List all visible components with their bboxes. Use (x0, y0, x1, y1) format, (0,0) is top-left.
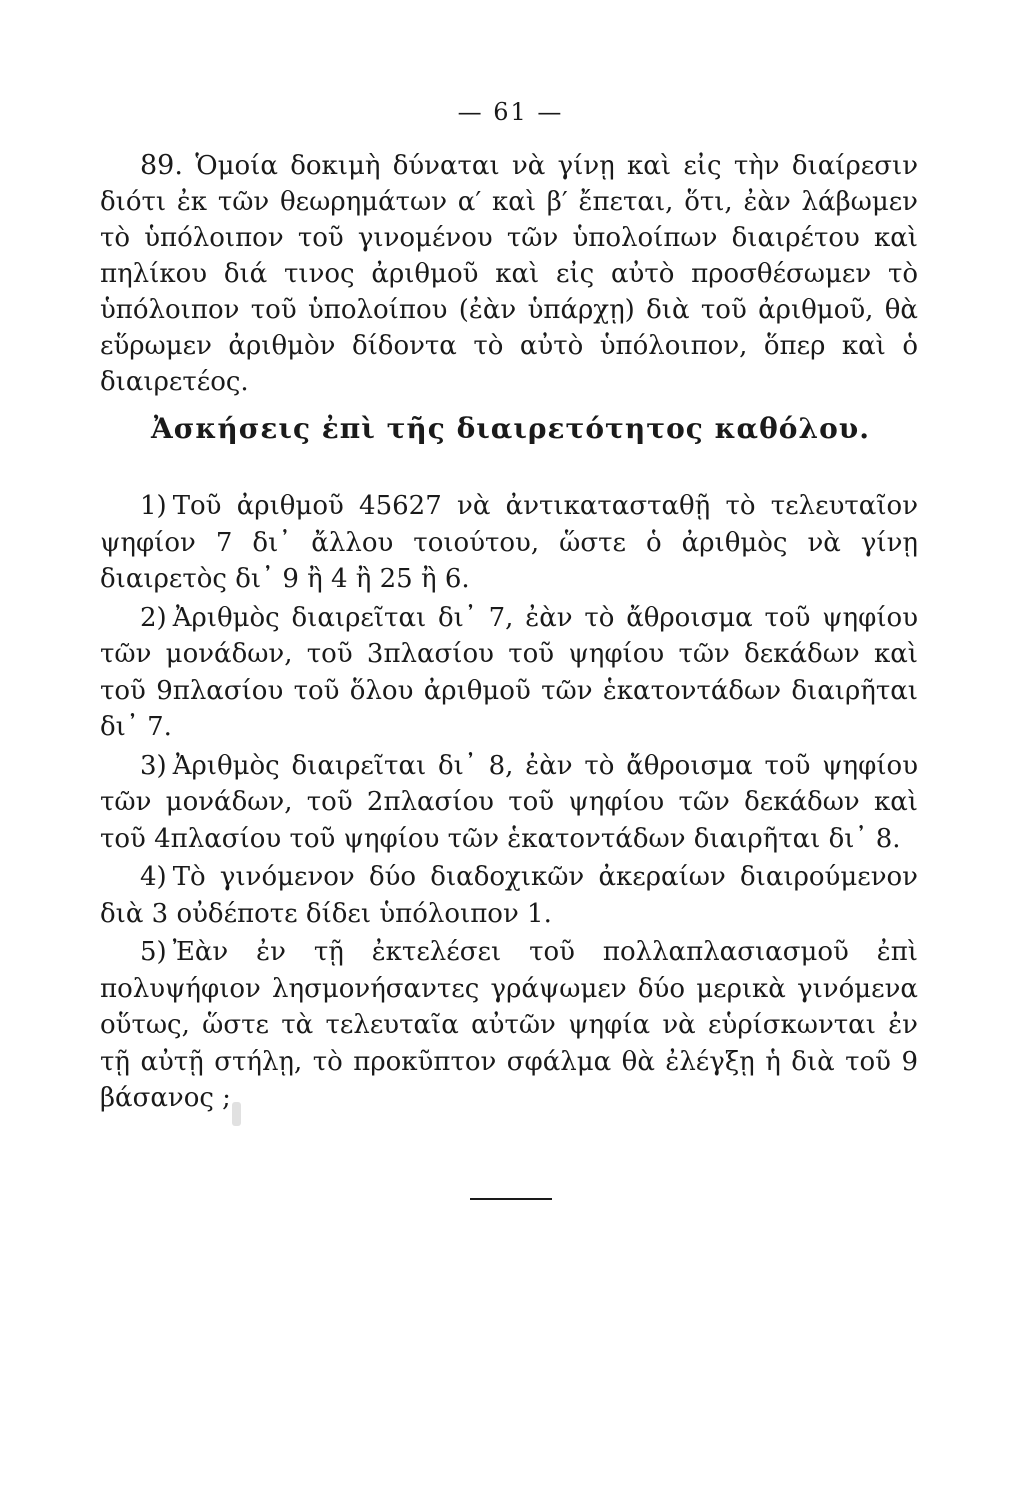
paragraph-89 (100, 148, 918, 400)
exercise-number: 3) (140, 750, 167, 781)
exercise-number: 4) (140, 862, 167, 892)
exercise-item (100, 748, 918, 858)
exercise-number: 1) (140, 491, 167, 521)
paragraph-text: Ὁμοία δοκιμὴ δύναται νὰ γίνῃ καὶ εἰς τὴν διαίρεσιν διότι ἐκ τῶν θεωρημάτων α′ καὶ β′ ἔπεται, ὅτι, ἐὰν λάβωμεν τὸ ὑπόλοιπον τοῦ γινομένου τῶν ὑπολοίπων διαιρέτου καὶ πηλίκου διά τινος ἀριθμοῦ καὶ εἰς αὐτὸ προσθέσωμεν τὸ ὑπόλοιπον τοῦ ὑπολοίπου (ἐὰν ὑπάρχῃ) διὰ τοῦ ἀριθμοῦ, θὰ εὕρωμεν ἀριθμὸν δίδοντα τὸ αὐτὸ ὑπόλοιπον, ὅπερ καὶ ὁ διαιρετέος. (100, 151, 918, 397)
exercise-number: 5) (140, 937, 167, 967)
exercise-text: Τοῦ ἀριθμοῦ 45627 νὰ ἀντικατασταθῇ τὸ τελευταῖον ψηφίον 7 δι᾽ ἄλλου τοιούτου, ὥστε ὁ ἀριθμὸς νὰ γίνῃ διαιρετὸς δι᾽ 9 ἢ 4 ἢ 25 ἢ 6. (100, 491, 918, 594)
exercise-item (100, 600, 918, 746)
exercise-text: Ἀριθμὸς διαιρεῖται δι᾽ 8, ἐὰν τὸ ἄθροισμα τοῦ ψηφίου τῶν μονάδων, τοῦ 2πλασίου τοῦ ψηφίου τῶν δεκάδων καὶ τοῦ 4πλασίου τοῦ ψηφίου τῶν ἑκατοντάδων διαιρῆται δι᾽ 8. (100, 750, 918, 854)
paragraph-number: 89. (140, 150, 183, 181)
exercise-text: Ἀριθμὸς διαιρεῖται δι᾽ 7, ἐὰν τὸ ἄθροισμα τοῦ ψηφίου τῶν μονάδων, τοῦ 3πλασίου τοῦ ψηφίου τῶν δεκάδων καὶ τοῦ 9πλασίου τοῦ ὅλου ἀριθμοῦ τῶν ἑκατοντάδων διαιρῆται δι᾽ 7. (100, 602, 918, 742)
exercise-item (100, 934, 918, 1117)
exercise-item (100, 859, 918, 932)
page-number: — 61 — (457, 98, 564, 126)
end-rule-divider (470, 1198, 552, 1200)
exercise-text: Τὸ γινόμενον δύο διαδοχικῶν ἀκεραίων διαιρούμενον διὰ 3 οὐδέποτε δίδει ὑπόλοιπον 1. (100, 862, 918, 929)
print-speck (232, 1102, 241, 1126)
exercise-item (100, 488, 918, 598)
exercise-list (100, 488, 918, 1119)
section-heading: Ἀσκήσεις ἐπὶ τῆς διαιρετότητος καθόλου. (151, 412, 870, 445)
exercise-text: Ἐὰν ἐν τῇ ἐκτελέσει τοῦ πολλαπλασιασμοῦ ἐπὶ πολυψήφιον λησμονήσαντες γράψωμεν δύο μερικὰ γινόμενα οὕτως, ὥστε τὰ τελευταῖα αὐτῶν ψηφία νὰ εὑρίσκωνται ἐν τῇ αὐτῇ στήλῃ, τὸ προκῦπτον σφάλμα θὰ ἐλέγξῃ ἡ διὰ τοῦ 9 βάσανος ; (100, 937, 918, 1113)
exercise-number: 2) (140, 602, 167, 633)
